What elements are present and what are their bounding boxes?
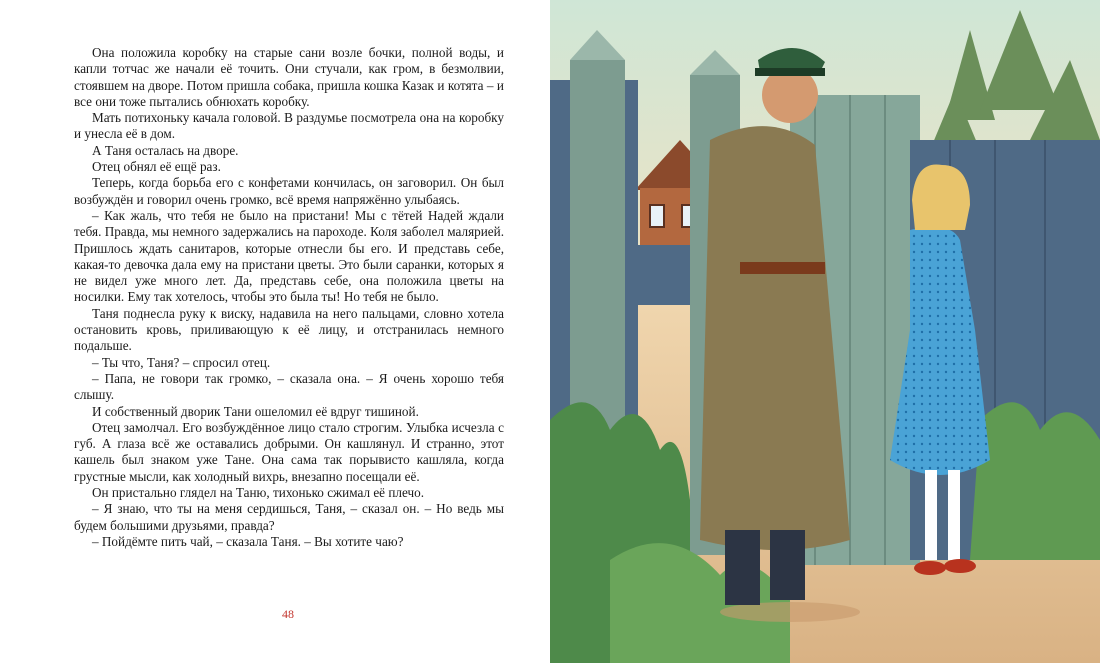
- story-text: [74, 45, 504, 550]
- paragraph: Таня поднесла руку к виску, надавила на него пальцами, словно хотела остановить кровь, приливающую к её лицу, и отстранилась немного подальше.: [74, 305, 504, 354]
- paragraph: – Ты что, Таня? – спросил отец.: [92, 354, 271, 370]
- paragraph: – Как жаль, что тебя не было на пристани! Мы с тётей Надей ждали тебя. Правда, мы немного задержались на пароходе. Коля заболел малярией. Пришлось ждать санитаров, которые отнесли бы его. И представь себе, какая-то девочка дала ему на пристани цветы. Это были саранки, которых я не видел уже много лет. Да, представь себе, она положила цветы на носилки. Ему так хотелось, чтобы это была ты! Но тебя не было.: [74, 207, 504, 305]
- paragraph: – Папа, не говори так громко, – сказала она. – Я очень хорошо тебя слышу.: [74, 370, 504, 403]
- illustration: [550, 0, 1100, 663]
- paragraph: Он пристально глядел на Таню, тихонько сжимал её плечо.: [92, 485, 425, 501]
- paragraph: И собственный дворик Тани ошеломил её вдруг тишиной.: [92, 403, 419, 419]
- paragraph: Отец обнял её ещё раз.: [92, 159, 221, 175]
- paragraph: Теперь, когда борьба его с конфетами кончилась, он заговорил. Он был возбуждён и говорил очень громко, всё время напряжённо улыбаясь.: [74, 175, 504, 207]
- paragraph: – Я знаю, что ты на меня сердишься, Таня, – сказал он. – Но ведь мы будем большими друзьями, правда?: [74, 501, 504, 533]
- illustration-art: [550, 0, 1100, 663]
- paragraph: А Таня осталась на дворе.: [92, 142, 239, 158]
- paragraph: Она положила коробку на старые сани возле бочки, полной воды, и капли тотчас же начали её точить. Они стучали, как гром, в безмолвии, стоявшем на дворе. Потом пришла собака, пришла кошка Казак и котята – и все они тоже пытались обнюхать коробку.: [74, 45, 504, 109]
- page-number: 48: [282, 607, 294, 621]
- paragraph: Мать потихоньку качала головой. В раздумье посмотрела она на коробку и унесла её в дом.: [74, 110, 504, 142]
- paragraph: Отец замолчал. Его возбуждённое лицо стало строгим. Улыбка исчезла с губ. А глаза всё же оставались добрыми. Он кашлянул. И странно, этот кашель был знаком уже Тане. Она сама так порывисто кашляла, когда грустные мысли, как холодный вихрь, внезапно посещали её.: [74, 419, 504, 484]
- paragraph: – Пойдёмте пить чай, – сказала Таня. – Вы хотите чаю?: [92, 533, 404, 549]
